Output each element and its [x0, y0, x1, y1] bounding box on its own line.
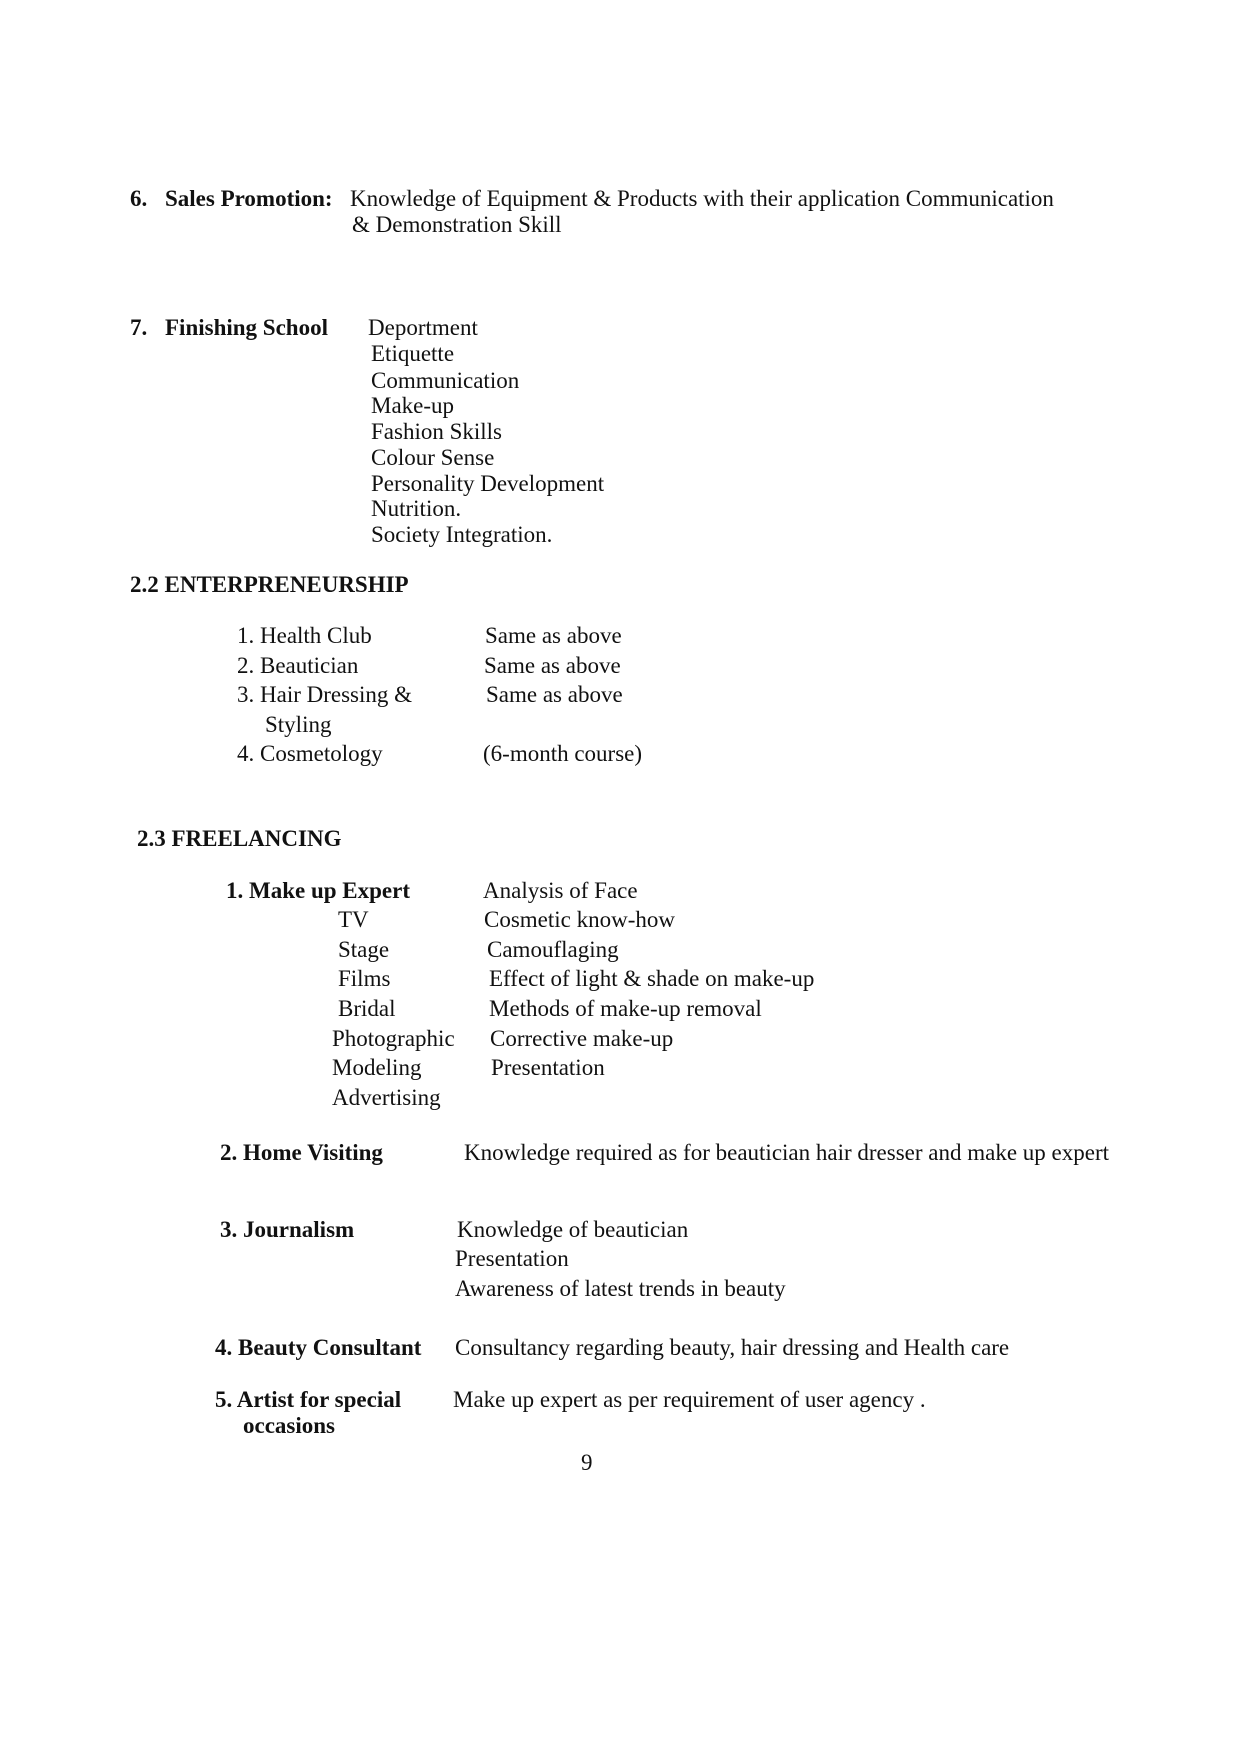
makeup-skill: Camouflaging — [487, 937, 619, 962]
makeup-area: Photographic — [332, 1026, 455, 1051]
makeup-area: Films — [338, 966, 391, 991]
item-number: 6. — [130, 186, 148, 211]
finishing-school-item: Fashion Skills — [371, 419, 503, 444]
sales-promotion-title: Sales Promotion: — [165, 186, 333, 211]
item-number: 7. — [130, 315, 148, 340]
entrepreneurship-value: Same as above — [486, 682, 623, 707]
makeup-skill: Cosmetic know-how — [484, 907, 676, 932]
makeup-skill: Corrective make-up — [490, 1026, 674, 1051]
entrepreneurship-value: (6-month course) — [483, 741, 643, 766]
journalism-title: 3. Journalism — [220, 1217, 355, 1242]
artist-title-cont: occasions — [243, 1413, 335, 1438]
makeup-skill: Presentation — [491, 1055, 605, 1080]
beauty-consultant-desc: Consultancy regarding beauty, hair dressing and Health care — [455, 1335, 1010, 1360]
makeup-area: Stage — [338, 937, 390, 962]
section-heading-freelancing: 2.3 FREELANCING — [137, 826, 342, 851]
makeup-area: Advertising — [332, 1085, 441, 1110]
makeup-area: TV — [338, 907, 369, 932]
beauty-consultant-title: 4. Beauty Consultant — [215, 1335, 422, 1360]
home-visiting-title: 2. Home Visiting — [220, 1140, 383, 1165]
page-number: 9 — [581, 1450, 593, 1475]
sales-promotion-desc: Knowledge of Equipment & Products with their application Communication — [350, 186, 1054, 211]
entrepreneurship-label: 3. Hair Dressing & — [237, 682, 413, 707]
entrepreneurship-label: 1. Health Club — [237, 623, 372, 648]
artist-desc: Make up expert as per requirement of user agency . — [453, 1387, 926, 1412]
finishing-school-title: Finishing School — [165, 315, 328, 340]
makeup-skill: Analysis of Face — [483, 878, 638, 903]
finishing-school-item: Deportment — [368, 315, 478, 340]
entrepreneurship-label: 4. Cosmetology — [237, 741, 383, 766]
finishing-school-item: Colour Sense — [371, 445, 495, 470]
finishing-school-item: Society Integration. — [371, 522, 553, 547]
finishing-school-list — [371, 339, 604, 548]
journalism-item: Awareness of latest trends in beauty — [455, 1276, 786, 1301]
finishing-school-item: Make-up — [371, 393, 455, 418]
finishing-school-item: Etiquette — [371, 341, 455, 366]
entrepreneurship-label: 2. Beautician — [237, 653, 359, 678]
makeup-expert-title: 1. Make up Expert — [226, 878, 410, 903]
finishing-school-item: Nutrition. — [371, 496, 462, 521]
entrepreneurship-label-cont: Styling — [265, 712, 332, 737]
makeup-area: Bridal — [338, 996, 396, 1021]
makeup-skill: Methods of make-up removal — [489, 996, 762, 1021]
artist-title: 5. Artist for special — [215, 1387, 402, 1412]
makeup-skill: Effect of light & shade on make-up — [489, 966, 815, 991]
sales-promotion-desc-cont: & Demonstration Skill — [352, 212, 562, 237]
makeup-area: Modeling — [332, 1055, 422, 1080]
finishing-school-item: Communication — [371, 368, 520, 393]
journalism-item: Knowledge of beautician — [457, 1217, 689, 1242]
finishing-school-item: Personality Development — [371, 471, 605, 496]
entrepreneurship-value: Same as above — [485, 623, 622, 648]
section-heading-entrepreneurship: 2.2 ENTERPRENEURSHIP — [130, 572, 409, 597]
home-visiting-desc: Knowledge required as for beautician hair dresser and make up expert — [464, 1140, 1110, 1165]
journalism-item: Presentation — [455, 1246, 569, 1271]
entrepreneurship-value: Same as above — [484, 653, 621, 678]
